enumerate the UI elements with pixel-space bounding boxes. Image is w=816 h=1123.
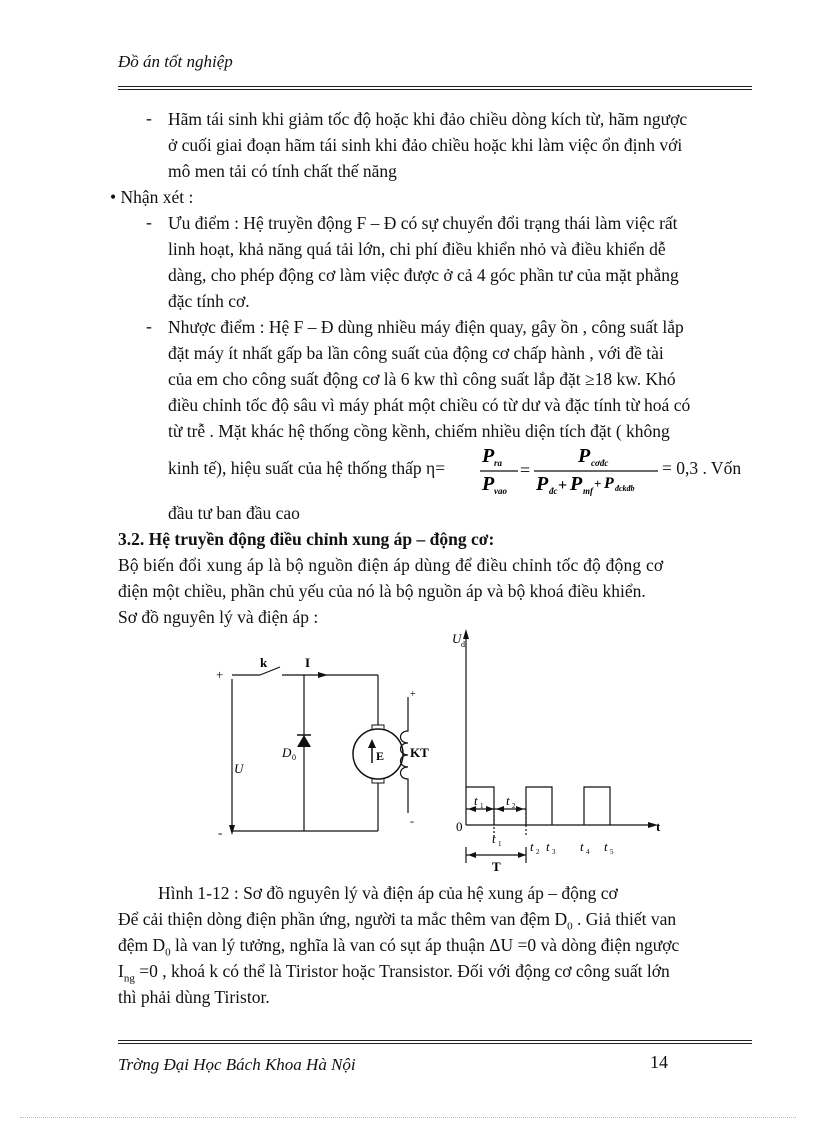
circuit-minus: - (218, 825, 223, 840)
formula-p-kt: P (604, 475, 614, 492)
text-line: ở cuối giai đoạn hãm tái sinh khi đảo chiều hoặc khi làm việc ổn định với (168, 135, 683, 155)
formula-p-mf-sub: mf (583, 486, 593, 496)
text-line: Ưu điểm : Hệ truyền động F – Đ có sự chuyển đổi trạng thái làm việc rất (168, 213, 678, 233)
remark-heading: • Nhận xét : (110, 187, 194, 207)
formula-p-co: P (578, 445, 591, 467)
page-number: 14 (650, 1052, 668, 1072)
text-line: của em cho công suất động cơ là 6 kw thì công suất lắp đặt ≥18 kw. Khó (168, 369, 676, 389)
text-line: điện một chiều, phần chủ yếu của nó là bộ nguồn áp và bộ khoá điều khiển. (118, 581, 646, 601)
text-line: mô men tải có tính chất thế năng (168, 161, 397, 181)
svg-text:t: t (604, 839, 608, 854)
text-line: thì phải dùng Tiristor. (118, 987, 270, 1007)
diagram-intro: Sơ đồ nguyên lý và điện áp : (118, 607, 319, 627)
svg-text:3: 3 (552, 848, 556, 856)
svg-text:2: 2 (536, 848, 540, 856)
page-bottom-border (20, 1117, 796, 1118)
diode-label: D (282, 745, 292, 760)
svg-text:5: 5 (610, 848, 614, 856)
page-header-title: Đồ án tốt nghiệp (118, 52, 233, 71)
waveform-y-label: U (452, 631, 462, 646)
figure-caption: Hình 1-12 : Sơ đồ nguyên lý và điện áp của hệ xung áp – động cơ (158, 883, 618, 903)
voltage-waveform (448, 625, 678, 875)
svg-text:+: + (410, 689, 416, 700)
circuit-diagram (200, 645, 430, 845)
circuit-plus: + (216, 667, 224, 682)
svg-text:+: + (558, 477, 568, 494)
formula-p-co-sub: cơđc (591, 458, 609, 468)
svg-text:d: d (461, 640, 465, 649)
formula-p-dc-sub: đc (549, 486, 558, 496)
text-line: từ trễ . Mặt khác hệ thống cồng kềnh, chiếm nhiều diện tích đặt ( không (168, 421, 670, 441)
svg-text:1: 1 (480, 802, 484, 810)
waveform-period-label: T (492, 859, 501, 874)
dash-bullet: - (146, 316, 152, 336)
formula-p-mf: P (570, 473, 583, 495)
svg-text:4: 4 (586, 848, 590, 856)
text-line: Hãm tái sinh khi giảm tốc độ hoặc khi đảo chiều dòng kích từ, hãm ngược (168, 109, 688, 129)
dash-bullet: - (146, 108, 152, 128)
svg-text:2: 2 (512, 802, 516, 810)
svg-text:t: t (492, 831, 496, 846)
current-label: I (305, 655, 311, 670)
field-winding-label: KT (410, 745, 429, 760)
formula-p-kt-sub: đckđb (615, 484, 635, 493)
text-line: đệm $D_0$ là van lý tưởng, nghĩa là van có sụt áp thuận ΔU =0 và dòng điện ngược (118, 935, 680, 959)
svg-text:t: t (474, 793, 478, 808)
efficiency-text: kinh tế), hiệu suất của hệ thống thấp η= (168, 458, 446, 478)
svg-text:1: 1 (498, 840, 502, 848)
text-line: Nhược điểm : Hệ F – Đ dùng nhiều máy điện quay, gây ồn , công suất lắp (168, 317, 684, 337)
voltage-label: U (234, 761, 244, 776)
svg-text:t: t (530, 839, 534, 854)
formula-p-dc: P (536, 473, 549, 495)
efficiency-suffix: = 0,3 . Vốn (662, 458, 742, 478)
svg-text:0: 0 (292, 753, 296, 762)
svg-text:-: - (410, 814, 414, 828)
text-line: dàng, cho phép động cơ làm việc được ở cả 4 góc phần tư của mặt phẳng (168, 265, 679, 285)
text-line: đầu tư ban đầu cao (168, 503, 300, 523)
text-line: Để cải thiện dòng điện phần ứng, người ta mắc thêm van đệm $D_0$ . Giả thiết van (118, 909, 677, 933)
svg-text:+: + (594, 476, 602, 491)
svg-text:t: t (580, 839, 584, 854)
text-line: đặc tính cơ. (168, 291, 250, 311)
dash-bullet: - (146, 212, 152, 232)
switch-k-label: k (260, 655, 268, 670)
text-line: $I_{ng} =0$ , khoá k có thể là Tiristor hoặc Transistor. Đối với động cơ công suất lớn (118, 961, 670, 985)
svg-text:=: = (520, 460, 531, 480)
section-title: 3.2. Hệ truyền động điều chỉnh xung áp – động cơ: (118, 529, 495, 549)
text-line: Bộ biến đổi xung áp là bộ nguồn điện áp dùng để điều chỉnh tốc độ động cơ (118, 555, 664, 575)
formula-p-vao: P (482, 473, 495, 495)
footer-university: Trờng Đại Học Bách Khoa Hà Nội (118, 1055, 356, 1074)
svg-text:t: t (506, 793, 510, 808)
text-line: điều chỉnh tốc độ sâu vì máy phát một chiều có từ dư và đặc tính từ hoá có (168, 395, 691, 415)
text-line: linh hoạt, khả năng quá tải lớn, chi phí điều khiển nhỏ và điều khiển dễ (168, 239, 666, 259)
header-rule (118, 86, 752, 90)
formula-p-ra-sub: ra (494, 458, 503, 468)
waveform-t-label: t (656, 819, 661, 834)
svg-text:t: t (546, 839, 550, 854)
text-line: đặt máy ít nhất gấp ba lần công suất của động cơ chấp hành , với đề tài (168, 343, 664, 363)
motor-emf-label: E (376, 749, 385, 763)
formula-p-vao-sub: vao (494, 486, 507, 496)
waveform-origin: 0 (456, 819, 463, 834)
footer-rule (118, 1040, 752, 1044)
formula-p-ra: P (482, 445, 495, 467)
